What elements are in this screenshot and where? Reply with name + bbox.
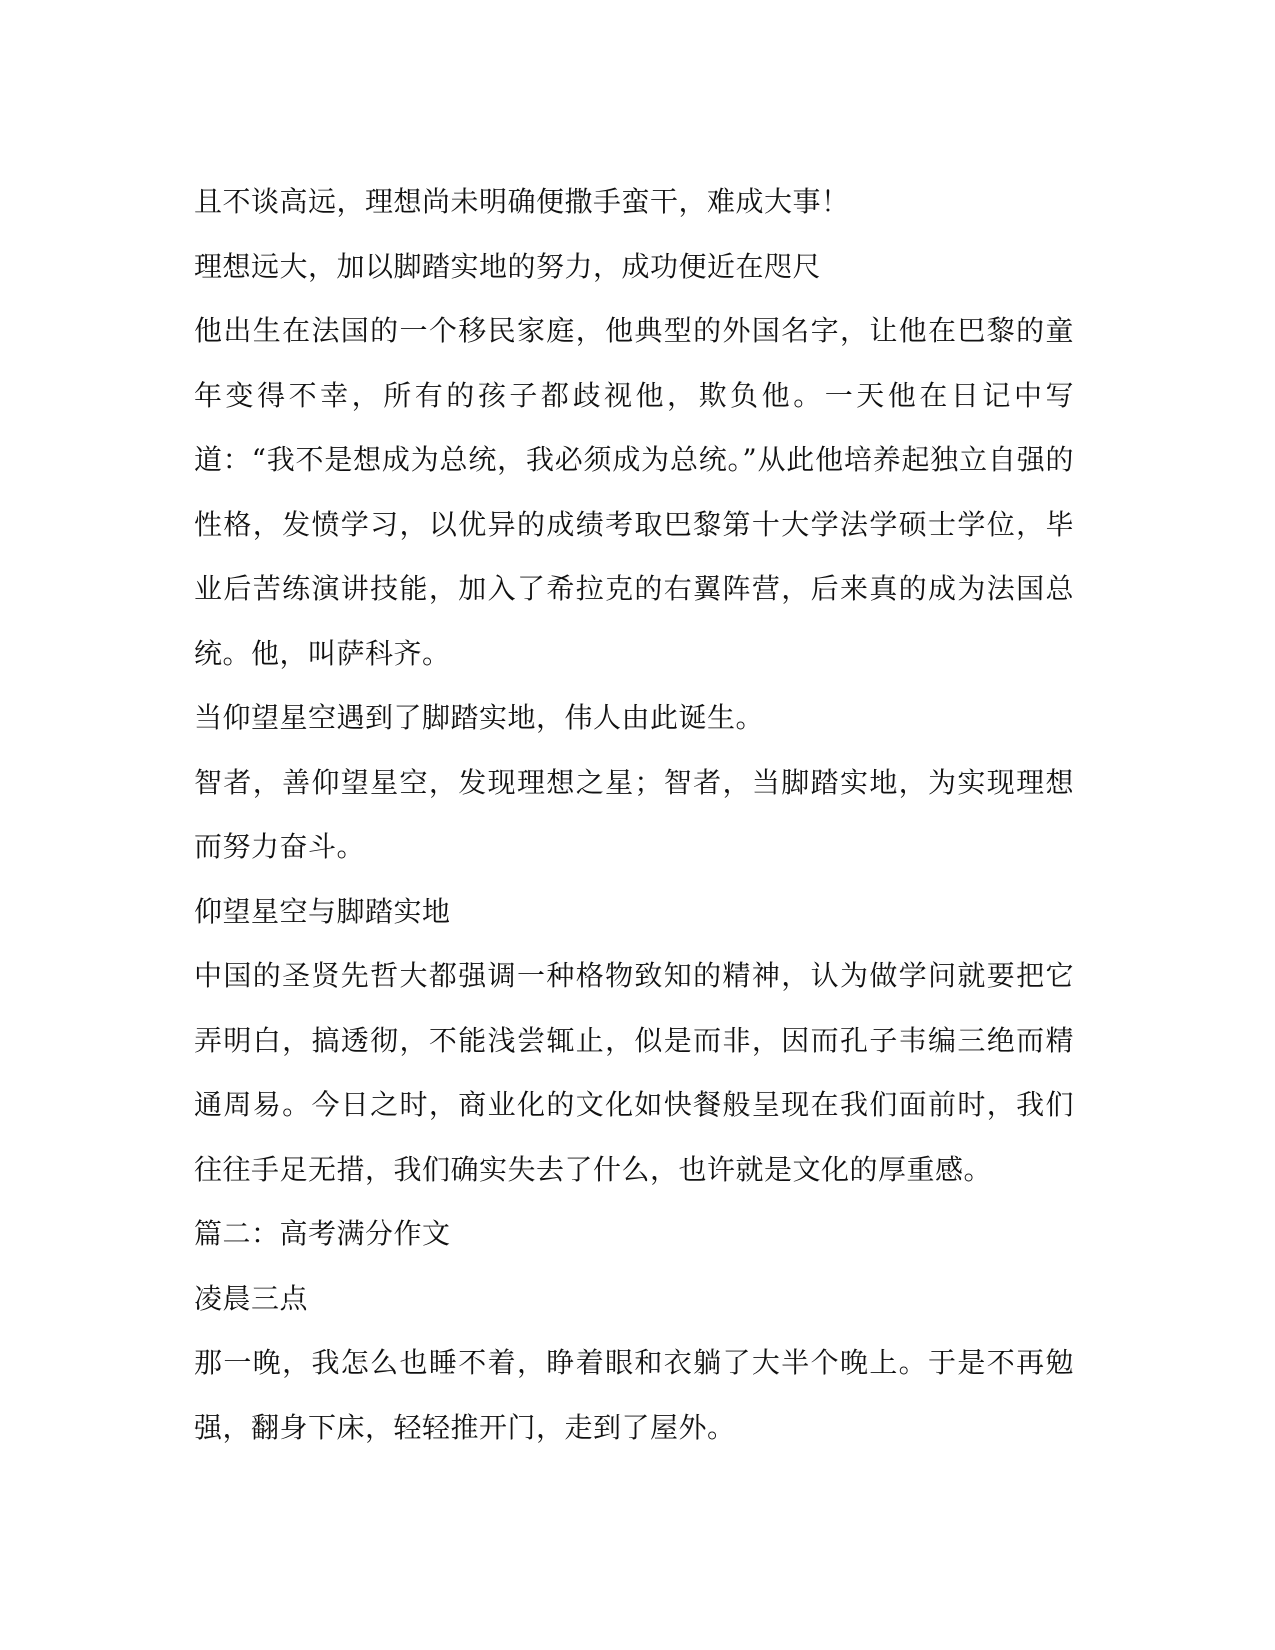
document-body (194, 170, 1074, 1460)
section-heading: 篇二：高考满分作文 (194, 1217, 451, 1250)
essay-title: 凌晨三点 (194, 1281, 309, 1315)
paragraph-6-heading: 仰望星空与脚踏实地 (194, 894, 451, 928)
paragraph-3: 他出生在法国的一个移民家庭，他典型的外国名字，让他在巴黎的童年变得不幸，所有的孩子都歧视他，欺负他。一天他在日记中写道：“我不是想成为总统，我必须成为总统。”从此他培养起独立自强的性格，发愤学习，以优异的成绩考取巴黎第十大学法学硕士学位，毕业后苦练演讲技能，加入了希拉克的右翼阵营，后来真的成为法国总统。他，叫萨科齐。 (194, 314, 1074, 670)
paragraph-10: 那一晚，我怎么也睡不着，睁着眼和衣躺了大半个晚上。于是不再勉强，翻身下床，轻轻推开门，走到了屋外。 (194, 1346, 1074, 1444)
paragraph-1: 且不谈高远，理想尚未明确便撒手蛮干，难成大事！ (194, 185, 850, 218)
paragraph-5: 智者，善仰望星空，发现理想之星；智者，当脚踏实地，为实现理想而努力奋斗。 (194, 765, 1074, 863)
paragraph-4: 当仰望星空遇到了脚踏实地，伟人由此诞生。 (194, 701, 765, 734)
paragraph-2: 理想远大，加以脚踏实地的努力，成功便近在咫尺 (194, 249, 822, 283)
paragraph-7: 中国的圣贤先哲大都强调一种格物致知的精神，认为做学问就要把它弄明白，搞透彻，不能浅尝辄止，似是而非，因而孔子韦编三绝而精通周易。今日之时，商业化的文化如快餐般呈现在我们面前时，我们往往手足无措，我们确实失去了什么，也许就是文化的厚重感。 (194, 959, 1074, 1186)
